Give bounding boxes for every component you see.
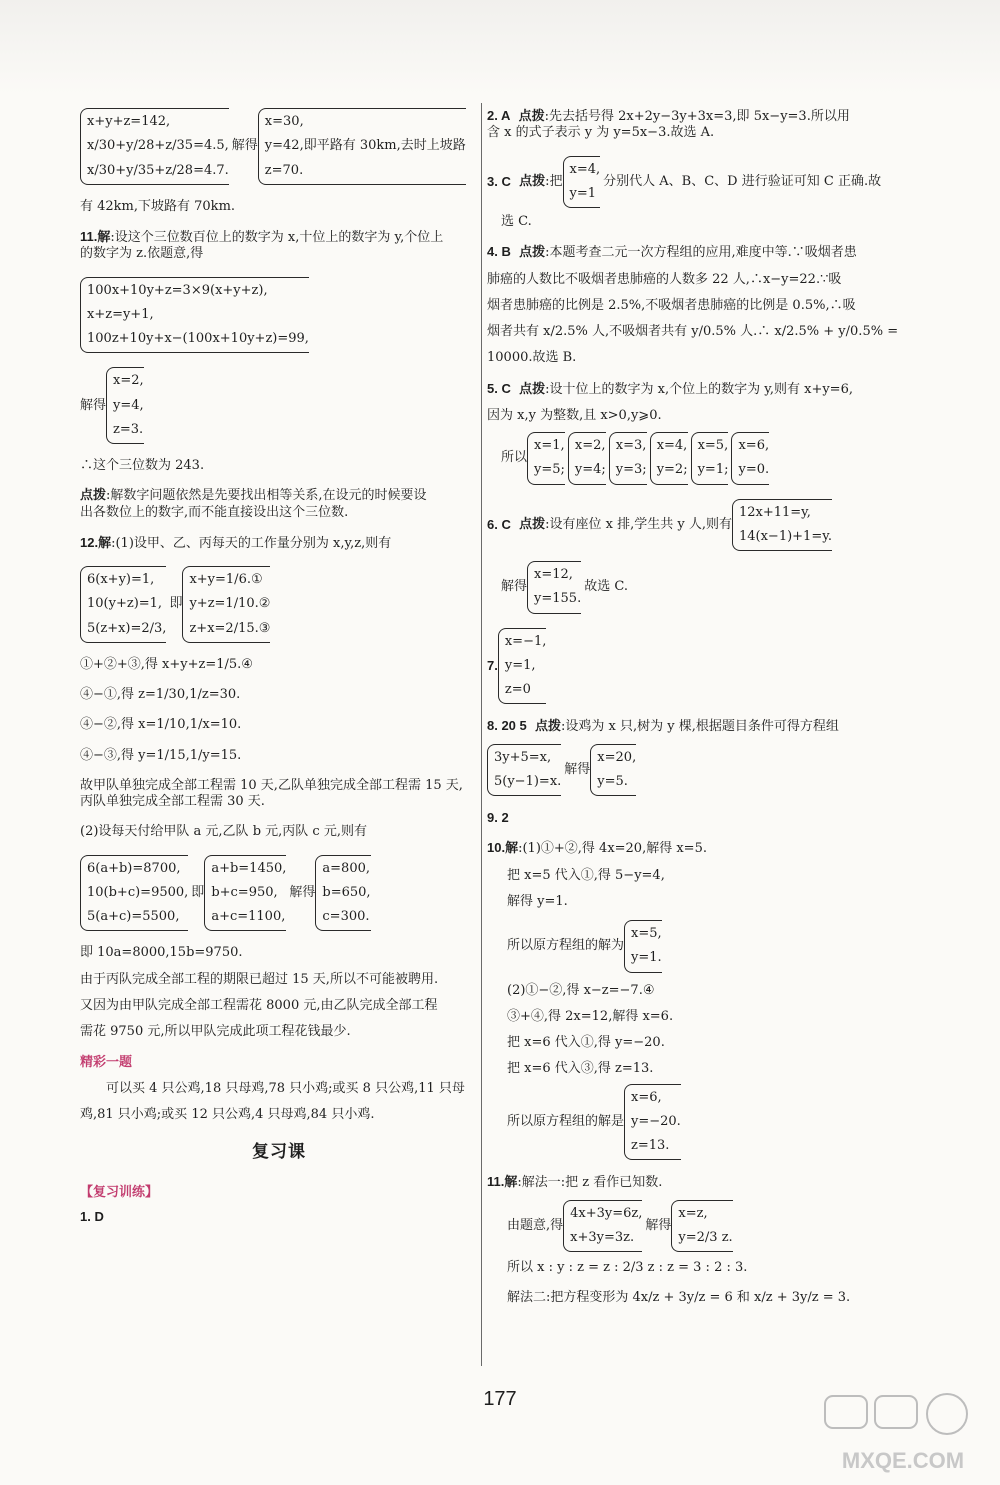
question-number: 11. xyxy=(487,1174,505,1190)
question-number: 10. xyxy=(487,840,506,856)
equation-line: 100z+10y+x−(100x+10y+z)=99, xyxy=(87,331,309,346)
review-label: 【复习训练】 xyxy=(80,1184,159,1200)
solution-line: x=5, xyxy=(631,926,662,941)
question-number: 2. A xyxy=(487,108,511,123)
equation-line: x+y=1/6.① xyxy=(189,572,263,587)
right-column xyxy=(487,108,907,1307)
step-line: ④−③,得 y=1/15,1/y=15. xyxy=(80,747,242,763)
text-line: 含 x 的式子表示 y 为 y=5x−3.故选 A. xyxy=(487,125,715,141)
solution-line: c=300. xyxy=(322,909,370,924)
solution-keyword: 解 xyxy=(505,841,519,857)
text-line: 鸡,81 只小鸡;或买 12 只公鸡,4 只母鸡,84 只小鸡. xyxy=(80,1106,375,1122)
equation-system xyxy=(563,156,601,209)
equation-line: x/30+y/35+z/28=4.7. xyxy=(87,162,229,178)
q10-continuation xyxy=(80,108,478,185)
hint-keyword: 点拨 xyxy=(535,719,562,735)
left-column xyxy=(80,108,478,1225)
text-line: :设这个三位数百位上的数字为 x,十位上的数字为 y,个位上 xyxy=(110,230,444,245)
q6 xyxy=(487,499,907,552)
solution-line: z=3. xyxy=(113,421,144,437)
text-line: 把 x=6 代入①,得 y=−20. xyxy=(507,1035,665,1050)
hint-keyword: 点拨 xyxy=(519,516,546,532)
q3 xyxy=(487,156,907,209)
case-system xyxy=(568,432,606,485)
solution-system xyxy=(498,628,547,705)
equation-system xyxy=(80,277,309,354)
q12-part2-system xyxy=(80,855,478,932)
text-line: 可以买 4 只公鸡,18 只母鸡,78 只小鸡;或买 8 只公鸡,11 只母 xyxy=(106,1080,465,1096)
hint-keyword: 点拨 xyxy=(518,109,545,124)
text-fragment: 故选 C. xyxy=(584,579,628,595)
solution-line: y=5. xyxy=(597,773,628,789)
solution-system xyxy=(624,1084,681,1161)
question-number: 8. 20 5 xyxy=(487,718,527,734)
solution-line: x=z, xyxy=(678,1205,708,1221)
solution-line: y=1. xyxy=(631,950,662,966)
equation-line: 100x+10y+z=3×9(x+y+z), xyxy=(87,282,268,298)
hint xyxy=(80,488,478,504)
equation-line: 14(x−1)+1=y. xyxy=(738,528,832,544)
text-line: 选 C. xyxy=(501,214,532,229)
text-line: 故甲队单独完成全部工程需 10 天,乙队单独完成全部工程需 15 天, xyxy=(80,777,463,793)
solve-word: 解得 xyxy=(289,884,316,900)
q11-solution xyxy=(80,367,478,444)
solution-line: z=0 xyxy=(504,682,531,697)
solution-line: b=650, xyxy=(322,884,371,900)
text-line: 因为 x,y 为整数,且 x>0,y⩾0. xyxy=(487,407,662,423)
text-line: :解法一:把 z 看作已知数. xyxy=(517,1175,663,1191)
equation-line: 10(b+c)=9500, xyxy=(87,884,189,900)
text-line: 解法二:把方程变形为 4x/z + 3y/z = 6 和 x/z + 3y/z = 3. xyxy=(507,1290,851,1306)
q11-system xyxy=(507,1200,907,1253)
solution-line: y=−20. xyxy=(631,1113,681,1129)
text-fragment: 所以原方程组的解为 xyxy=(507,938,625,954)
equation-line: x=4, xyxy=(569,161,601,177)
solution-line: y=1, xyxy=(504,657,536,673)
solution-line: a=800, xyxy=(322,860,370,876)
equation-line: 5(y−1)=x. xyxy=(494,773,562,789)
text-line: 解得 y=1. xyxy=(507,893,568,909)
text-line: :设十位上的数字为 x,个位上的数字为 y,则有 x+y=6, xyxy=(545,381,853,397)
ji-word: 即 xyxy=(169,596,183,612)
case-line: x=3, xyxy=(615,438,647,453)
column-divider xyxy=(481,103,482,1366)
watermark-logo xyxy=(815,1388,995,1483)
text-fragment: 所以原方程组的解是 xyxy=(507,1113,625,1129)
solution-line: x=−1, xyxy=(504,633,547,649)
case-line: y=3; xyxy=(615,462,647,478)
featured-question-label: 精彩一题 xyxy=(80,1054,133,1070)
answer-line: 1. D xyxy=(80,1208,104,1224)
q11 xyxy=(487,1174,907,1191)
equation-system xyxy=(80,855,188,932)
solution-line: y=155. xyxy=(534,591,582,607)
text-line: ③+④,得 2x=12,解得 x=6. xyxy=(507,1008,674,1024)
case-line: x=1, xyxy=(534,438,565,453)
solution-system xyxy=(671,1200,732,1253)
case-system xyxy=(691,432,729,485)
equation-system xyxy=(563,1200,642,1253)
text-line: :本题考查二元一次方程组的应用,难度中等.∵吸烟者患 xyxy=(545,245,857,261)
question-number: 4. B xyxy=(487,244,511,260)
text-line: 把 x=6 代入③,得 z=13. xyxy=(507,1061,654,1077)
text-fragment: :把 xyxy=(545,173,563,189)
solution-system xyxy=(590,744,636,797)
equation-line: z+x=2/15.③ xyxy=(189,620,271,636)
q5 xyxy=(487,381,907,398)
section-title: 复习课 xyxy=(252,1142,306,1161)
equation-line: x+z=y+1, xyxy=(87,306,154,322)
equation-line: 4x+3y=6z, xyxy=(570,1205,643,1221)
solution-line: z=70. xyxy=(264,162,304,178)
q11-system xyxy=(80,277,478,354)
solution-keyword: 解 xyxy=(97,230,111,245)
solution-line: x=20, xyxy=(597,749,637,765)
text-fragment: 由题意,得 xyxy=(507,1217,564,1233)
text-line: 出各数位上的数字,而不能直接设出这个三位数. xyxy=(80,504,349,520)
solve-word: 解得 xyxy=(80,397,107,413)
solution-line: x=30, xyxy=(264,114,304,129)
solution-line: x=12, xyxy=(534,567,573,582)
equation-line: 3y+5=x, xyxy=(494,749,552,765)
watermark-text: MXQE.COM xyxy=(841,1448,965,1473)
equation-system xyxy=(732,499,832,552)
q5-cases xyxy=(501,432,907,485)
hint-keyword: 点拨 xyxy=(519,381,546,397)
equation-line: 6(a+b)=8700, xyxy=(87,860,181,876)
solution-keyword: 解 xyxy=(504,1175,518,1191)
solution-system xyxy=(624,920,662,973)
equation-line: y+z=1/10.② xyxy=(189,596,271,612)
text-line: 即 10a=8000,15b=9750. xyxy=(80,945,243,961)
case-system xyxy=(731,432,769,485)
equation-line: x+y+z=142, xyxy=(87,114,171,129)
q12-system xyxy=(80,566,478,643)
text-line: 需花 9750 元,所以甲队完成此项工程花钱最少. xyxy=(80,1024,351,1039)
case-line: y=2; xyxy=(656,462,688,478)
question-number: 3. C xyxy=(487,173,511,189)
answer-line: 9. 2 xyxy=(487,810,509,825)
text-line: 烟者患肺癌的比例是 2.5%,不吸烟者患肺癌的比例是 0.5%,∴吸 xyxy=(487,297,856,313)
equation-line: 10(y+z)=1, xyxy=(87,596,163,612)
text-line: 烟者共有 x/2.5% 人,不吸烟者共有 y/0.5% 人.∴ x/2.5% + y/0.5% = xyxy=(487,324,899,339)
case-line: x=2, xyxy=(574,438,606,453)
equation-system xyxy=(487,744,561,797)
solve-word: 解得 xyxy=(564,761,591,777)
equation-line: a+b=1450, xyxy=(211,860,287,876)
q8 xyxy=(487,718,907,735)
q12-intro xyxy=(80,535,478,552)
case-line: y=0. xyxy=(738,462,770,478)
equation-line: y=1 xyxy=(569,185,597,201)
question-number: 5. C xyxy=(487,380,511,396)
text-line: 所以 x : y : z = z : 2/3 z : z = 3 : 2 : 3. xyxy=(507,1260,748,1275)
hint-keyword: 点拨 xyxy=(519,245,546,261)
text-line: :解数字问题依然是先要找出相等关系,在设元的时候要设 xyxy=(106,488,427,504)
solution-line: y=2/3 z. xyxy=(678,1229,733,1245)
case-system xyxy=(650,432,688,485)
solution-keyword: 解 xyxy=(98,535,112,551)
solution-line: z=13. xyxy=(631,1138,670,1153)
q10-tail: 有 42km,下坡路有 70km. xyxy=(80,198,236,214)
equation-line: x+3y=3z. xyxy=(570,1229,635,1245)
text-line: 又因为由甲队完成全部工程需花 8000 元,由乙队完成全部工程 xyxy=(80,997,438,1013)
page-texture xyxy=(0,0,1000,95)
solve-word: 解得 xyxy=(645,1217,672,1233)
question-number: 11. xyxy=(80,229,98,244)
conclusion: ∴这个三位数为 243. xyxy=(80,458,205,473)
q2 xyxy=(487,108,907,125)
question-number: 7. xyxy=(487,657,498,673)
case-line: y=4; xyxy=(574,462,606,478)
question-number: 12. xyxy=(80,534,99,550)
text-line: (2)设每天付给甲队 a 元,乙队 b 元,丙队 c 元,则有 xyxy=(80,824,367,840)
step-line: ④−②,得 x=1/10,1/x=10. xyxy=(80,717,242,733)
text-fragment: 分别代人 A、B、C、D 进行验证可知 C 正确.故 xyxy=(603,173,882,189)
text-line: :设鸡为 x 只,树为 y 棵,根据题目条件可得方程组 xyxy=(561,719,839,735)
q6-solution xyxy=(501,561,907,614)
text-line: :先去括号得 2x+2y−3y+3x=3,即 5x−y=3.所以用 xyxy=(544,109,850,124)
equation-line: a+c=1100, xyxy=(211,909,286,924)
case-line: x=6, xyxy=(738,438,770,453)
case-line: y=5; xyxy=(534,462,565,478)
q11-intro xyxy=(80,229,478,246)
equation-line: 5(a+c)=5500, xyxy=(87,909,180,924)
solution-system xyxy=(106,367,144,444)
equation-system xyxy=(80,108,229,185)
case-system xyxy=(527,432,565,485)
text-line: :(1)设甲、乙、丙每天的工作量分别为 x,y,z,则有 xyxy=(111,535,392,551)
step-line: ①+②+③,得 x+y+z=1/5.④ xyxy=(80,656,253,672)
hint-keyword: 点拨 xyxy=(80,488,107,504)
ji-word: 即 xyxy=(191,884,205,900)
text-line: (2)①−②,得 x−z=−7.④ xyxy=(507,982,655,998)
text-line: 由于丙队完成全部工程的期限已超过 15 天,所以不可能被聘用. xyxy=(80,971,439,987)
equation-line: x/30+y/28+z/35=4.5, xyxy=(87,138,229,154)
q4 xyxy=(487,244,907,261)
case-line: x=5, xyxy=(697,438,729,453)
text-line: 把 x=5 代入①,得 5−y=4, xyxy=(507,867,665,883)
solution-line: y=4, xyxy=(113,397,144,413)
case-line: x=4, xyxy=(656,438,688,453)
q10-solution1 xyxy=(507,920,907,973)
hint-keyword: 点拨 xyxy=(519,173,546,189)
text-line: 的数字为 z.依题意,得 xyxy=(80,246,204,262)
equation-system xyxy=(204,855,286,932)
equation-system xyxy=(80,566,166,643)
page-number: 177 xyxy=(483,1388,517,1410)
solution-line: x=2, xyxy=(113,373,144,389)
equation-system xyxy=(182,566,270,643)
text-line: 肺癌的人数比不吸烟者患肺癌的人数多 22 人,∴x−y=22.∵吸 xyxy=(487,271,842,287)
equation-line: 12x+11=y, xyxy=(738,504,811,520)
text-line: 10000.故选 B. xyxy=(487,350,577,366)
equation-line: 5(z+x)=2/3, xyxy=(87,620,167,636)
q7 xyxy=(487,628,907,705)
solution-system xyxy=(527,561,581,614)
q10-solution2 xyxy=(507,1084,907,1161)
text-line: :(1)①+②,得 4x=20,解得 x=5. xyxy=(518,841,707,857)
question-number: 6. C xyxy=(487,516,511,532)
solve-word: 解得 xyxy=(501,579,528,595)
solution-line: y=42,即平路有 30km,去时上坡路 xyxy=(264,138,466,154)
q8-system xyxy=(487,744,907,797)
equation-line: 6(x+y)=1, xyxy=(87,572,155,587)
q10 xyxy=(487,840,907,857)
text-line: 丙队单独完成全部工程需 30 天. xyxy=(80,794,265,809)
text-fragment: 所以 xyxy=(501,450,528,466)
step-line: ④−①,得 z=1/30,1/z=30. xyxy=(80,687,241,702)
text-fragment: :设有座位 x 排,学生共 y 人,则有 xyxy=(545,516,732,532)
solve-word: 解得 xyxy=(231,138,258,154)
solution-system xyxy=(315,855,370,932)
equation-line: b+c=950, xyxy=(211,884,278,900)
solution-system xyxy=(258,108,466,185)
case-system xyxy=(609,432,647,485)
solution-line: x=6, xyxy=(631,1089,662,1105)
case-line: y=1; xyxy=(697,462,729,478)
